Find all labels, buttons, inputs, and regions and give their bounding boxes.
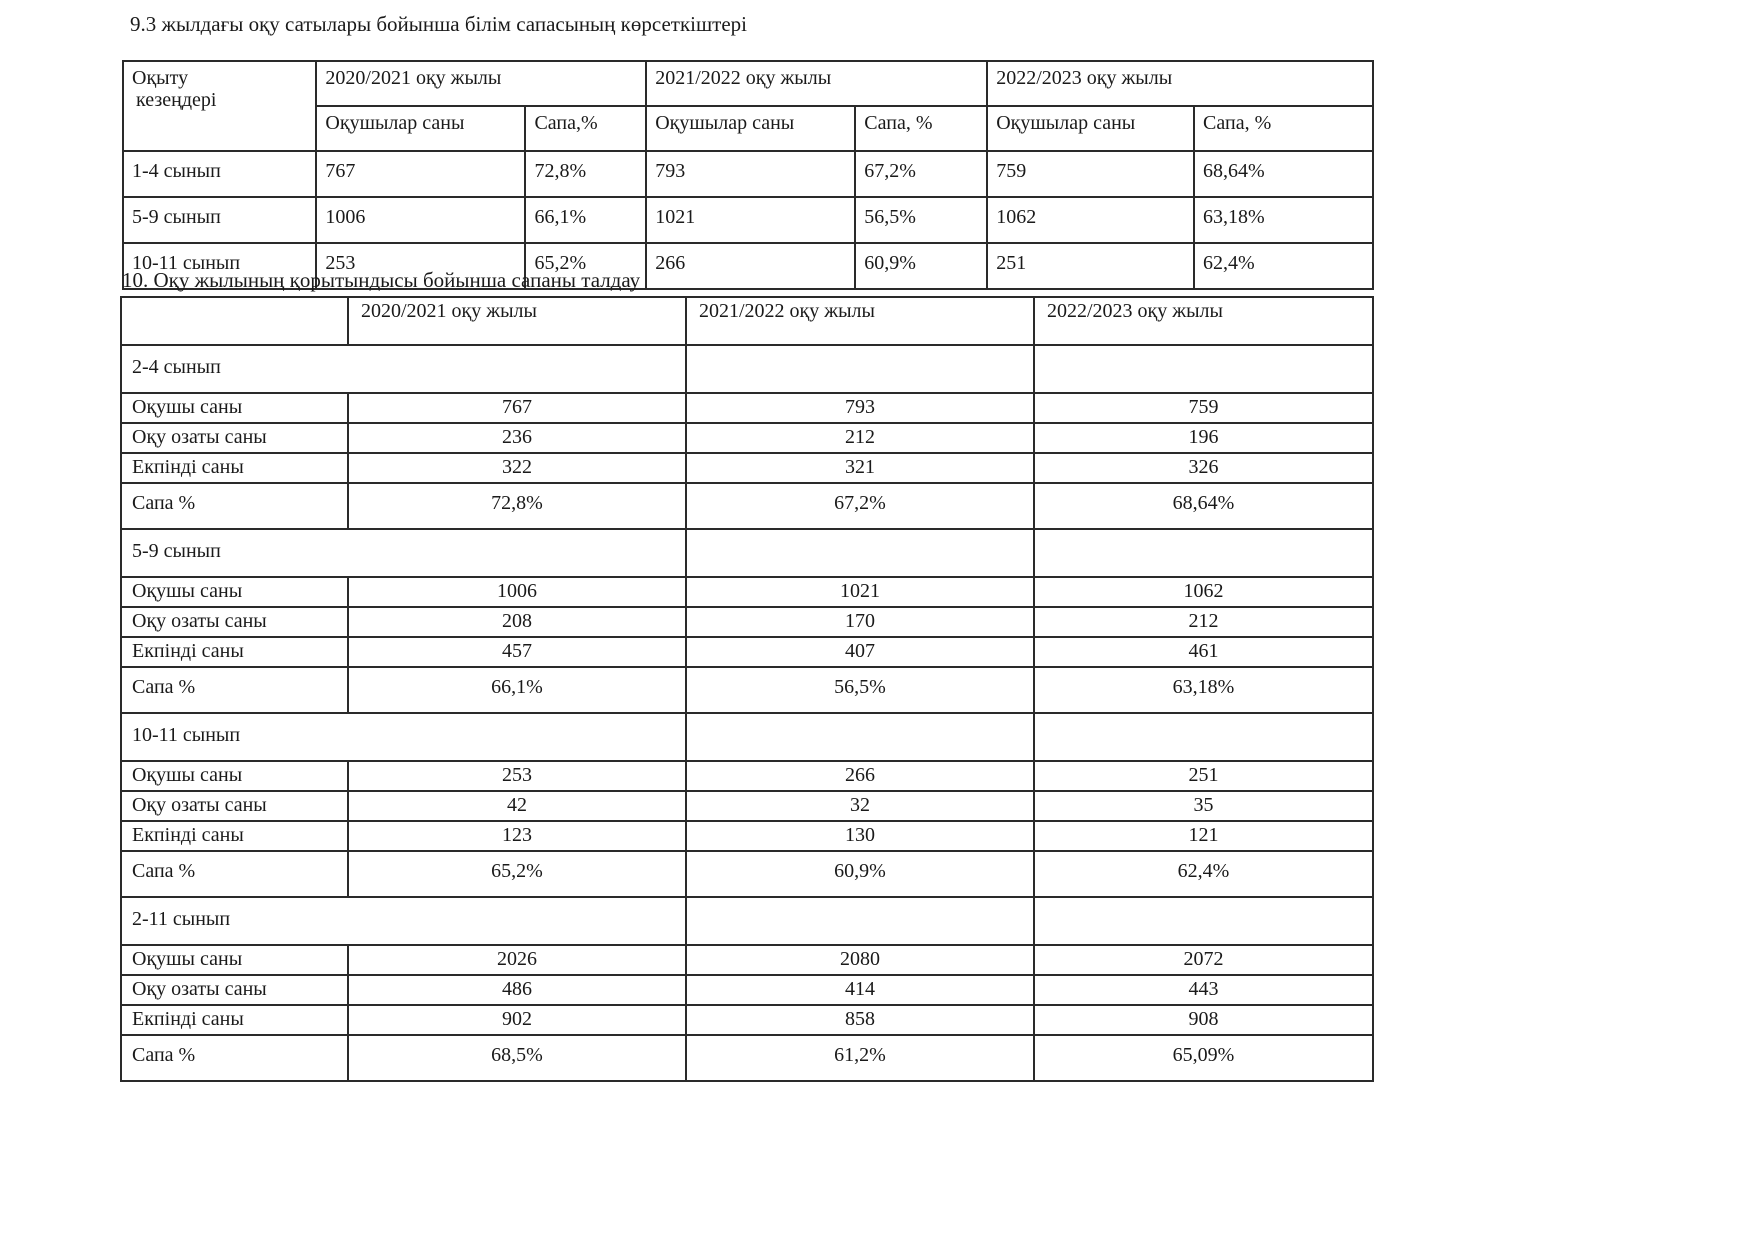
empty-cell <box>1034 345 1373 393</box>
group-title-row <box>121 529 1373 577</box>
stage-header-line2: кезеңдері <box>136 89 217 112</box>
stage-header-cell <box>123 61 316 151</box>
count-subheader: Оқушылар саны <box>646 106 855 151</box>
table-cell: 208 <box>348 607 686 637</box>
table-cell: 72,8% <box>525 151 646 197</box>
table-cell: 212 <box>1034 607 1373 637</box>
table-cell: 486 <box>348 975 686 1005</box>
table-cell: 67,2% <box>855 151 987 197</box>
table-cell: 326 <box>1034 453 1373 483</box>
table-cell: 42 <box>348 791 686 821</box>
year-header: 2021/2022 оқу жылы <box>686 297 1034 345</box>
empty-cell <box>1034 529 1373 577</box>
table-cell: 759 <box>987 151 1194 197</box>
table-cell: 68,64% <box>1194 151 1373 197</box>
table-cell: 1006 <box>348 577 686 607</box>
group-title-row <box>121 345 1373 393</box>
year-header: 2022/2023 оқу жылы <box>1034 297 1373 345</box>
table-cell: 908 <box>1034 1005 1373 1035</box>
table-cell: 1021 <box>686 577 1034 607</box>
table-cell: 858 <box>686 1005 1034 1035</box>
row-label: Екпінді саны <box>121 637 348 667</box>
table-cell: 443 <box>1034 975 1373 1005</box>
table-cell: 121 <box>1034 821 1373 851</box>
table-cell: 793 <box>686 393 1034 423</box>
table-cell: 65,2% <box>348 851 686 897</box>
table-cell: 407 <box>686 637 1034 667</box>
table-cell: 68,5% <box>348 1035 686 1081</box>
table-cell: 767 <box>316 151 525 197</box>
table-row <box>121 1005 1373 1035</box>
year-header: 2020/2021 оқу жылы <box>316 61 646 106</box>
row-label: Екпінді саны <box>121 821 348 851</box>
table-cell: 65,09% <box>1034 1035 1373 1081</box>
table-cell: 759 <box>1034 393 1373 423</box>
quality-analysis-table <box>120 296 1374 1082</box>
table-row <box>123 151 1373 197</box>
table-cell: 56,5% <box>686 667 1034 713</box>
table-cell: 1006 <box>316 197 525 243</box>
count-subheader: Оқушылар саны <box>316 106 525 151</box>
table-row <box>121 483 1373 529</box>
stage-cell: 5-9 сынып <box>123 197 316 243</box>
table-row <box>121 975 1373 1005</box>
quality-subheader: Сапа, % <box>1194 106 1373 151</box>
year-header: 2021/2022 оқу жылы <box>646 61 987 106</box>
year-header: 2022/2023 оқу жылы <box>987 61 1373 106</box>
table-cell: 767 <box>348 393 686 423</box>
table-cell: 72,8% <box>348 483 686 529</box>
group-title: 10-11 сынып <box>121 713 686 761</box>
year-header: 2020/2021 оқу жылы <box>348 297 686 345</box>
table-cell: 2072 <box>1034 945 1373 975</box>
table-cell: 65,2% <box>525 243 646 289</box>
table-cell: 68,64% <box>1034 483 1373 529</box>
table-cell: 61,2% <box>686 1035 1034 1081</box>
empty-cell <box>1034 897 1373 945</box>
table-row <box>123 197 1373 243</box>
table-cell: 32 <box>686 791 1034 821</box>
table-cell: 414 <box>686 975 1034 1005</box>
table-row <box>121 851 1373 897</box>
row-label: Оқу озаты саны <box>121 607 348 637</box>
table-row <box>121 945 1373 975</box>
row-label: Сапа % <box>121 667 348 713</box>
empty-cell <box>686 345 1034 393</box>
section2-heading: 10. Оқу жылының қорытындысы бойынша сапаны талдау <box>122 268 641 292</box>
table-cell: 266 <box>686 761 1034 791</box>
table-cell: 212 <box>686 423 1034 453</box>
row-label: Сапа % <box>121 1035 348 1081</box>
table-cell: 56,5% <box>855 197 987 243</box>
stage-cell: 1-4 сынып <box>123 151 316 197</box>
table-cell: 266 <box>646 243 855 289</box>
table-cell: 461 <box>1034 637 1373 667</box>
table-cell: 1021 <box>646 197 855 243</box>
row-label: Екпінді саны <box>121 453 348 483</box>
table-cell: 60,9% <box>686 851 1034 897</box>
row-label: Оқушы саны <box>121 577 348 607</box>
table-cell: 236 <box>348 423 686 453</box>
table-cell: 1062 <box>987 197 1194 243</box>
table-cell: 1062 <box>1034 577 1373 607</box>
row-label: Оқу озаты саны <box>121 975 348 1005</box>
table-cell: 66,1% <box>525 197 646 243</box>
table-row <box>121 761 1373 791</box>
table-cell: 63,18% <box>1034 667 1373 713</box>
empty-cell <box>1034 713 1373 761</box>
empty-cell <box>686 713 1034 761</box>
row-label: Оқушы саны <box>121 393 348 423</box>
table-row <box>121 667 1373 713</box>
table-row <box>121 791 1373 821</box>
table-cell: 170 <box>686 607 1034 637</box>
table-cell: 251 <box>987 243 1194 289</box>
table-row <box>121 577 1373 607</box>
table-row <box>121 1035 1373 1081</box>
stage-header-line1: Оқыту <box>132 67 189 89</box>
table-cell: 902 <box>348 1005 686 1035</box>
row-label: Екпінді саны <box>121 1005 348 1035</box>
group-title: 5-9 сынып <box>121 529 686 577</box>
count-subheader: Оқушылар саны <box>987 106 1194 151</box>
group-title-row <box>121 897 1373 945</box>
section1-heading: 9.3 жылдағы оқу сатылары бойынша білім сапасының көрсеткіштері <box>130 12 747 36</box>
table-row <box>121 821 1373 851</box>
table-cell: 2080 <box>686 945 1034 975</box>
table-cell: 253 <box>316 243 525 289</box>
row-label: Оқушы саны <box>121 761 348 791</box>
group-title: 2-11 сынып <box>121 897 686 945</box>
group-title: 2-4 сынып <box>121 345 686 393</box>
table-row <box>121 423 1373 453</box>
table-cell: 130 <box>686 821 1034 851</box>
table-header-row <box>123 61 1373 106</box>
quality-subheader: Сапа,% <box>525 106 646 151</box>
table-cell: 62,4% <box>1194 243 1373 289</box>
table-cell: 793 <box>646 151 855 197</box>
table-cell: 62,4% <box>1034 851 1373 897</box>
table-cell: 457 <box>348 637 686 667</box>
table-cell: 2026 <box>348 945 686 975</box>
table-cell: 251 <box>1034 761 1373 791</box>
quality-by-stage-table <box>122 60 1374 290</box>
group-sections <box>121 345 1373 1081</box>
table-cell: 322 <box>348 453 686 483</box>
table-row <box>121 637 1373 667</box>
table-cell: 196 <box>1034 423 1373 453</box>
group-title-row <box>121 713 1373 761</box>
table-cell: 321 <box>686 453 1034 483</box>
table-row <box>121 393 1373 423</box>
table-cell: 66,1% <box>348 667 686 713</box>
table-cell: 60,9% <box>855 243 987 289</box>
table-cell: 67,2% <box>686 483 1034 529</box>
empty-corner-cell <box>121 297 348 345</box>
row-label: Оқушы саны <box>121 945 348 975</box>
stage-cell: 10-11 сынып <box>123 243 316 289</box>
table-row <box>121 453 1373 483</box>
row-label: Сапа % <box>121 851 348 897</box>
row-label: Оқу озаты саны <box>121 791 348 821</box>
empty-cell <box>686 529 1034 577</box>
table-cell: 35 <box>1034 791 1373 821</box>
table-cell: 63,18% <box>1194 197 1373 243</box>
row-label: Сапа % <box>121 483 348 529</box>
table-row <box>121 607 1373 637</box>
quality-subheader: Сапа, % <box>855 106 987 151</box>
row-label: Оқу озаты саны <box>121 423 348 453</box>
table-cell: 123 <box>348 821 686 851</box>
empty-cell <box>686 897 1034 945</box>
table-header-row <box>121 297 1373 345</box>
table-cell: 253 <box>348 761 686 791</box>
